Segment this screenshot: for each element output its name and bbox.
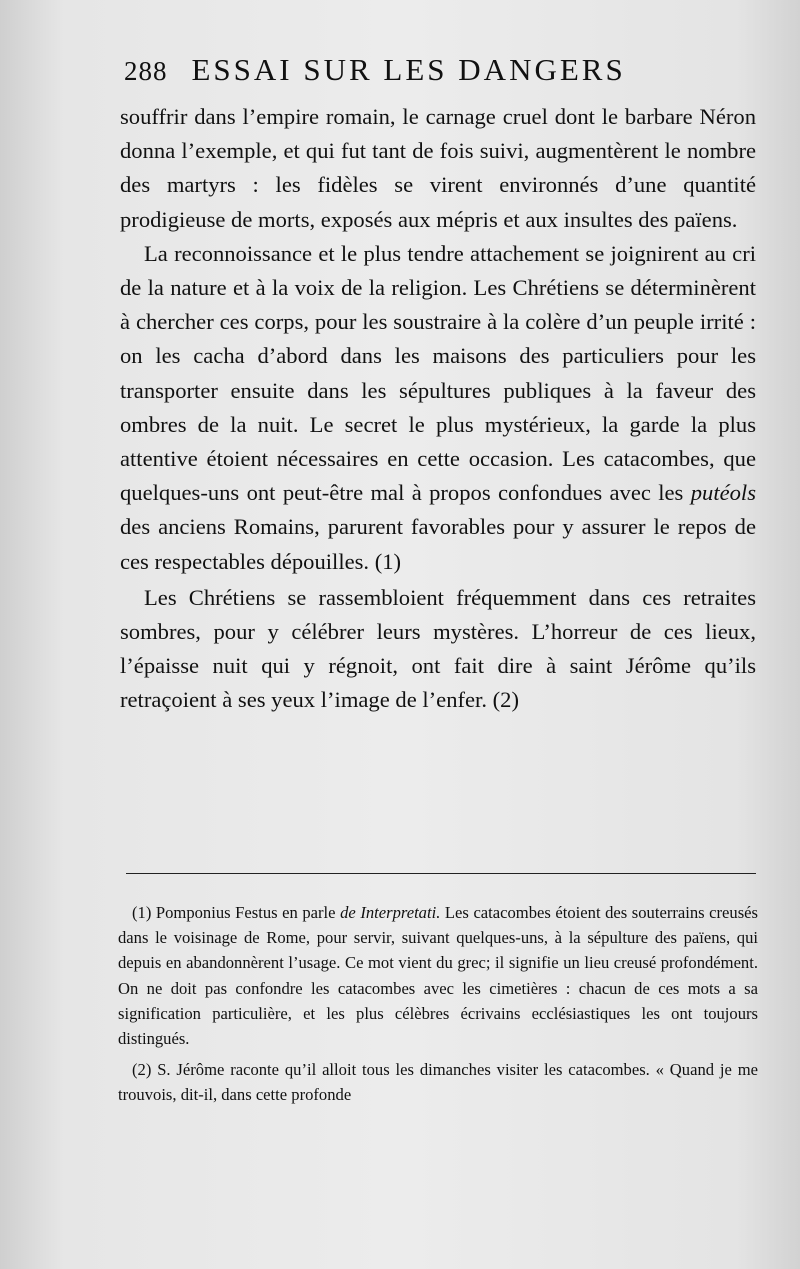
footnotes — [118, 900, 758, 1108]
paragraph-3-text: Les Chrétiens se rassembloient fréquemment dans ces retraites sombres, pour y célébrer leurs mystères. L’horreur de ces lieux, l’épaisse nuit qui y régnoit, ont fait dire à saint Jérôme qu’ils retraçoient à ses yeux l’image de l’enfer. (2) — [120, 584, 756, 713]
running-title: ESSAI SUR LES DANGERS — [191, 52, 626, 87]
footnote-1-text-after: Les catacombes étoient des souterrains creusés dans le voisinage de Rome, pour servir, suivant quelques-uns, à la sépulture des païens, qui depuis en abandonnèrent l’usage. Ce mot vient du grec; il signifie un lieu creusé profondément. On ne doit pas confondre les catacombes avec les cimetières : chacun de ces mots a sa signification particulière, et les plus célèbres écrivains ecclésiastiques les ont toujours distingués. — [118, 903, 758, 1049]
footnote-divider — [126, 873, 756, 874]
footnote-2 — [118, 1057, 758, 1107]
footnote-2-text: (2) S. Jérôme raconte qu’il alloit tous les dimanches visiter les catacombes. « Quand je me trouvois, dit-il, dans cette profonde — [118, 1060, 758, 1105]
page-number: 288 — [124, 56, 168, 86]
paragraph-2-text-after: des anciens Romains, parurent favorables pour y assurer le repos de ces respectables dépouilles. (1) — [120, 514, 756, 574]
paragraph-2-italic: putéols — [690, 480, 757, 506]
paragraph-3 — [120, 581, 756, 718]
paragraph-1 — [120, 100, 756, 237]
page-header — [124, 52, 724, 94]
footnote-1-text-before: (1) Pomponius Festus en parle — [132, 903, 336, 922]
main-text — [120, 100, 756, 718]
footnote-1 — [118, 900, 758, 1051]
paragraph-1-text: souffrir dans l’empire romain, le carnage cruel dont le barbare Néron donna l’exemple, et qui fut tant de fois suivi, augmentèrent le nombre des martyrs : les fidèles se virent environnés d’une quantité prodigieuse de morts, exposés aux mépris et aux insultes des païens. — [120, 104, 756, 232]
paragraph-2 — [120, 237, 756, 579]
footnote-1-italic: de Interpretati. — [340, 903, 441, 922]
paragraph-2-text: La reconnoissance et le plus tendre attachement se joignirent au cri de la nature et à la voix de la religion. Les Chrétiens se déterminèrent à chercher ces corps, pour les soustraire à la colère d’un peuple irrité : on les cacha d’abord dans les maisons des particuliers pour les transporter ensuite dans les sépultures publiques à la faveur des ombres de la nuit. Le secret le plus mystérieux, la garde la plus attentive étoient nécessaires en cette occasion. Les catacombes, que quelques-uns ont peut-être mal à propos confondues avec les — [120, 240, 756, 506]
